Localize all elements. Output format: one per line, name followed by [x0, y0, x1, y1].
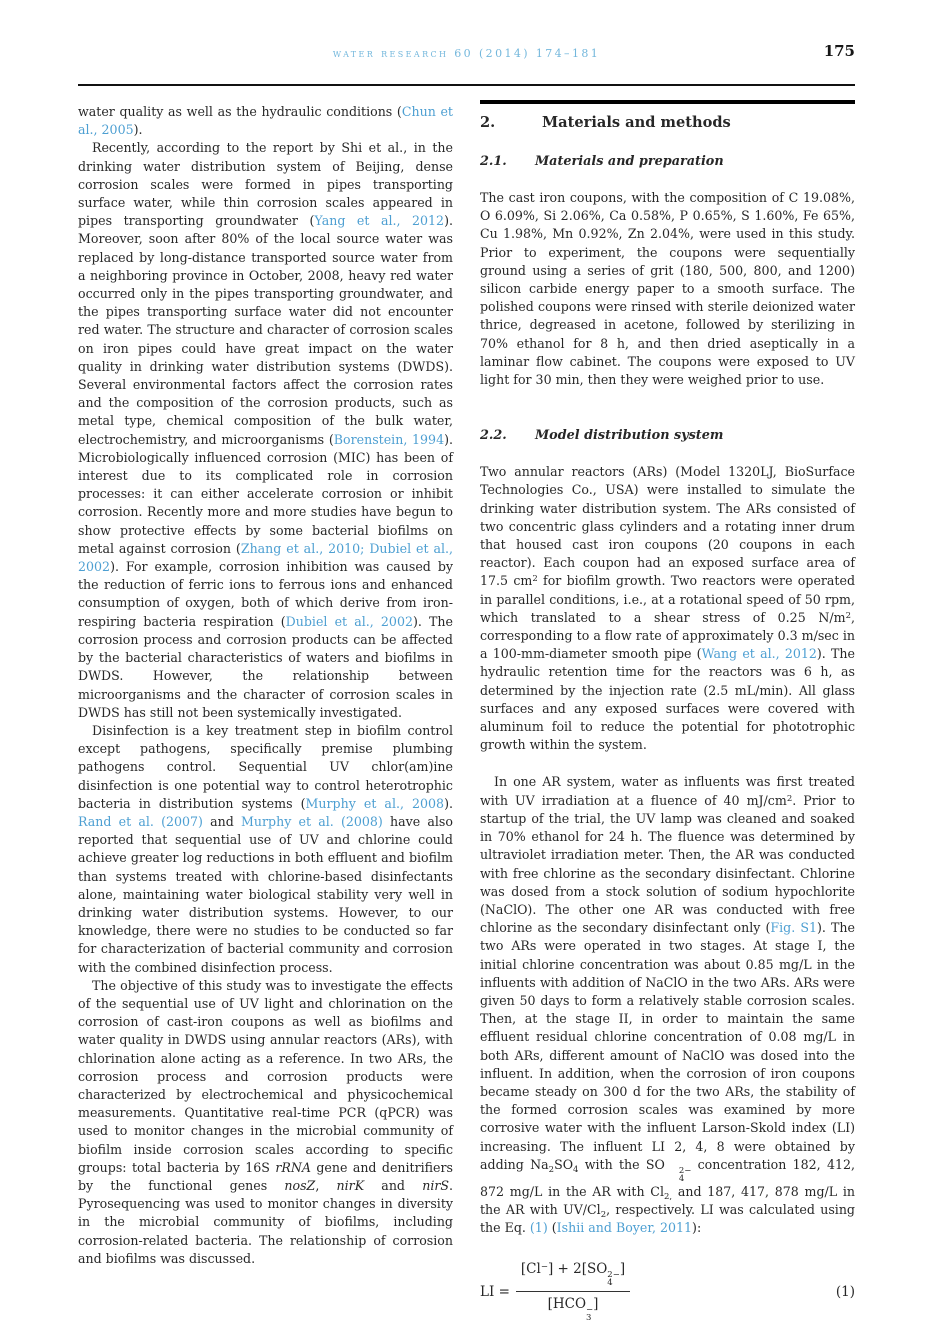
- subsection-heading: [480, 427, 855, 444]
- paragraph: Recently, according to the report by Shi et al., in the drinking water distribution system of Beijing, dense corrosion scales were formed in pipes transporting surface water, while thin corrosion scales appeared in pipes transporting groundwater (Yang et al., 2012). Moreover, soon after 80% of the local source water was replaced by long-distance transported source water from a neighboring province in October, 2008, heavy red water occurred only in the pipes transporting groundwater, and the pipes transporting surface water did not encounter red water. The structure and character of corrosion scales on iron pipes could have great impact on the water quality in drinking water distribution systems (DWDS). Several environmental factors affect the corrosion rates and the composition of the corrosion products, such as metal type, chemical composition of the bulk water, electrochemistry, and microorganisms (Borenstein, 1994). Microbiologically influenced corrosion (MIC) has been of interest due to its complicated role in corrosion processes: it can either accelerate corrosion or inhibit corrosion. Recently more and more studies have begun to show protective effects by some bacterial biofilms on metal against corrosion (Zhang et al., 2010; Dubiel et al., 2002). For example, corrosion inhibition was caused by the reduction of ferric ions to ferrous ions and enhanced consumption of oxygen, both of which derive from iron-respiring bacteria respiration (Dubiel et al., 2002). The corrosion process and corrosion products can be affected by the bacterial characteristics of waters and biofilms in DWDS. However, the relationship between microorganisms and the character of corrosion scales in DWDS has still not been systemically investigated.: [78, 140, 454, 720]
- section-spacer: [480, 408, 855, 427]
- citation-link[interactable]: (1): [529, 1220, 548, 1236]
- journal-page: [78, 0, 855, 1322]
- italic-term: nirS: [422, 1177, 449, 1193]
- subsection-number: 2.1.: [480, 154, 507, 169]
- journal-citation-line: water research 60 (2014) 174–181: [332, 47, 601, 60]
- citation-link[interactable]: Zhang et al., 2010; Dubiel et al., 2002: [78, 540, 453, 575]
- subsection-title: Materials and preparation: [535, 154, 724, 169]
- stack-superscript: 2−: [607, 1270, 620, 1281]
- header-rule: [78, 84, 855, 86]
- page-header: [78, 0, 855, 84]
- superscript: 2: [532, 574, 538, 585]
- paragraph: The objective of this study was to investigate the effects of the sequential use of UV light and chlorination on the corrosion of cast-iron coupons as well as biofilms and water quality in DWDS using annular reactors (ARs), with chlorination alone acting as a reference. In two ARs, the corrosion process and corrosion products were characterized by electrochemical and physicochemical measurements. Quantitative real-time PCR (qPCR) was used to monitor changes in the microbial community of biofilm inside corrosion scales according to specific groups: total bacteria by 16S rRNA gene and denitrifiers by the functional genes nosZ, nirK and nirS. Pyrosequencing was used to monitor changes in diversity in the microbial community of biofilms, including corrosion-related bacteria. The relationship of corrosion and biofilms was discussed.: [78, 977, 454, 1266]
- sub-sup-stack: [665, 1167, 692, 1183]
- italic-term: rRNA: [275, 1159, 311, 1175]
- subsection-title: Model distribution system: [535, 428, 724, 444]
- stack-superscript: −: [586, 1305, 594, 1316]
- left-column: [78, 100, 453, 1322]
- superscript: −: [540, 1262, 548, 1273]
- subscript: 2,: [663, 1191, 673, 1202]
- sub-sup-stack: [607, 1271, 620, 1287]
- paragraph: Two annular reactors (ARs) (Model 1320LJ, BioSurface Technologies Co., USA) were installed to simulate the drinking water distribution system. The ARs consisted of two concentric glass cylinders and a rotating inner drum that housed cast iron coupons (20 coupons in each reactor). Each coupon had an exposed surface area of 17.5 $cm^2$ for biofilm growth. Two reactors were operated in parallel conditions, i.e., at a rotational speed of 50 rpm, which translated to a shear stress of 0.25 $N/m^2$, corresponding to a flow rate of approximately 0.3 m/sec in a 100-mm-diameter smooth pipe (Wang et al., 2012). The hydraulic retention time for the reactors was 6 h, as determined by the injection rate (2.5 mL/min). All glass surfaces and any exposed surfaces were covered with aluminum foil to reduce the potential for phototrophic growth within the system.: [480, 464, 856, 753]
- paragraph: The cast iron coupons, with the composition of C 19.08%, O 6.09%, Si 2.06%, Ca 0.58%, P 0.65%, S 1.60%, Fe 65%, Cu 1.98%, Mn 0.92%, Zn 2.04%, were used in this study. Prior to experiment, the coupons were sequentially ground using a series of grit (180, 500, 800, and 1200) silicon carbide energy paper to a smooth surface. The polished coupons were rinsed with sterile deionized water thrice, degreased in acetone, followed by sterilizing in 70% ethanol for 8 h, and then dried aseptically in a laminar flow cabinet. The coupons were exposed to UV light for 30 min, then they were weighed prior to use.: [480, 190, 855, 388]
- citation-link[interactable]: Chun et al., 2005: [78, 104, 453, 138]
- subsection-number: 2.2.: [480, 428, 507, 444]
- section-heading: [480, 100, 855, 132]
- subscript: 2: [600, 1209, 607, 1220]
- stack-subscript: 4: [607, 1278, 613, 1289]
- superscript: 2: [786, 793, 793, 804]
- equation-numerator: [Cl−] + 2[SO 2− 4 ]: [516, 1261, 630, 1292]
- paragraph: Disinfection is a key treatment step in biofilm control except pathogens, specifically premise plumbing pathogens control. Sequential UV chlor(am)ine disinfection is one potential way to control heterotrophic bacteria in distribution systems (Murphy et al., 2008). Rand et al. (2007) and Murphy et al. (2008) have also reported that sequential use of UV and chlorine could achieve greater log reductions in both effluent and biofilm than systems treated with chlorine-based disinfectants alone, maintaining water biological stability very well in drinking water distribution systems. However, to our knowledge, there were no studies to be conducted so far for characterization of bacterial community and corrosion with the combined disinfection process.: [78, 722, 453, 975]
- article-body: [78, 100, 855, 1322]
- citation-link[interactable]: Fig. S1: [770, 920, 817, 936]
- citation-link[interactable]: Murphy et al., 2008: [305, 795, 445, 811]
- equation-number: (1): [835, 1283, 855, 1300]
- equation-lhs: LI =: [480, 1283, 510, 1300]
- equation-denominator: [HCO − 3 ]: [547, 1296, 599, 1323]
- subsection-heading: [480, 153, 855, 170]
- citation-link[interactable]: Dubiel et al., 2002: [285, 613, 413, 629]
- subscript: 4: [573, 1164, 579, 1175]
- superscript: 2: [845, 610, 851, 621]
- right-column: [480, 100, 855, 1322]
- citation-link[interactable]: Wang et al., 2012: [701, 646, 817, 662]
- page-number: 175: [823, 42, 855, 60]
- section-title: Materials and methods: [542, 114, 731, 131]
- citation-link[interactable]: Rand et al. (2007): [78, 813, 203, 829]
- stack-subscript: 3: [586, 1313, 592, 1323]
- italic-term: nosZ: [284, 1177, 316, 1193]
- equation-fraction: [516, 1261, 630, 1322]
- stack-subscript: 4: [678, 1173, 685, 1184]
- equation: [480, 1261, 855, 1322]
- italic-term: nirK: [336, 1177, 365, 1193]
- section-number: 2.: [480, 114, 496, 131]
- citation-link[interactable]: Murphy et al. (2008): [241, 813, 383, 829]
- citation-link[interactable]: Ishii and Boyer, 2011: [556, 1220, 693, 1236]
- stack-superscript: 2−: [678, 1165, 692, 1176]
- paragraph: In one AR system, water as influents was first treated with UV irradiation at a fluence of 40 $mJ/cm^2$. Prior to startup of the trial, the UV lamp was cleaned and soaked in 70% ethanol for 24 h. The fluence was determined by ultraviolet irradiation meter. Then, the AR was conducted with free chlorine as the secondary disinfectant. Chlorine was dosed from a stock solution of sodium hypochlorite (NaClO). The other one AR was conducted with free chlorine as the secondary disinfectant only (Fig. S1). The two ARs were operated in two stages. At stage I, the initial chlorine concentration was about 0.85 mg/L in the influents with addition of NaClO in the two ARs. ARs were given 50 days to form a relatively stable corrosion scales. Then, at the stage II, in order to maintain the same effluent residual chlorine concentration of 0.08 mg/L in both ARs, different amount of NaClO was dosed into the influent. In addition, when the corrosion of iron coupons became steady on 300 d for the two ARs, the stability of the formed corrosion scales was examined by more corrosive water with the influent Larson-Skold index (LI) increasing. The influent LI 2, 4, 8 were obtained by adding $Na_2SO_4$ with the SO 2− 4 concentration 182, 412, 872 mg/L in the AR with $Cl_{2,}$ and 187, 417, 878 mg/L in the AR with $UV/Cl_2$, respectively. LI was calculated using the Eq. (1) (Ishii and Boyer, 2011):: [480, 774, 856, 1236]
- citation-link[interactable]: Borenstein, 1994: [333, 431, 445, 447]
- citation-link[interactable]: Yang et al., 2012: [314, 213, 445, 229]
- sub-sup-stack: [586, 1306, 593, 1322]
- paragraph: water quality as well as the hydraulic conditions (Chun et al., 2005).: [78, 104, 453, 138]
- subscript: 2: [548, 1164, 555, 1175]
